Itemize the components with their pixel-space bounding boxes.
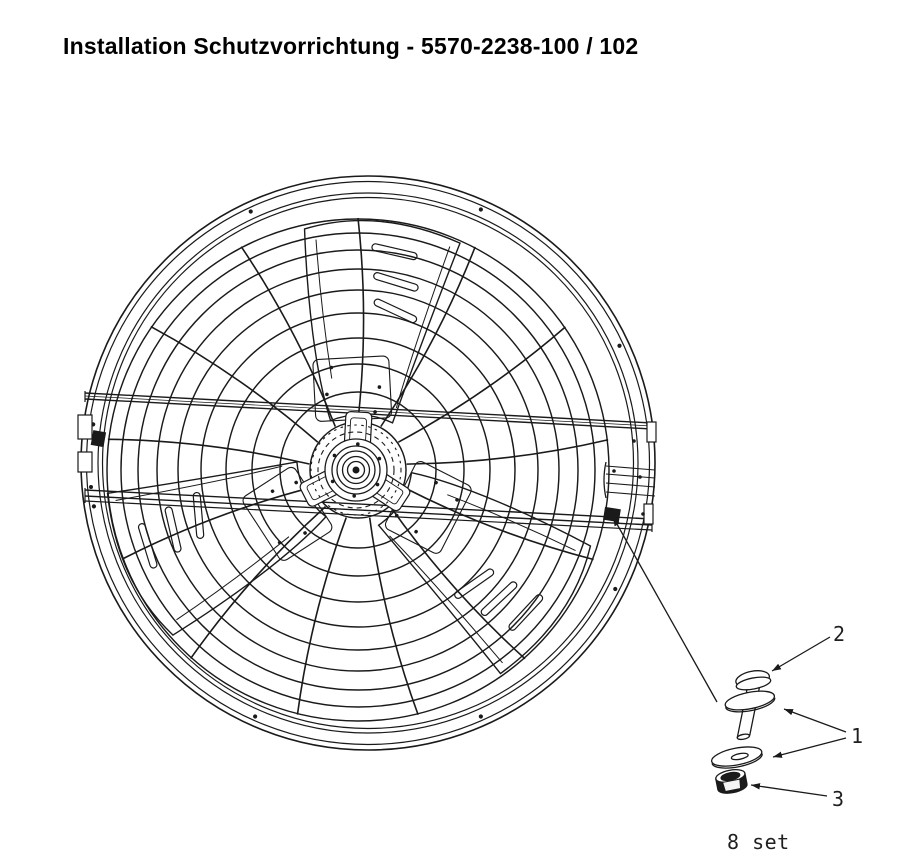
hub-bolt-dot (356, 442, 360, 446)
bolt-head (734, 668, 772, 692)
plate-rivet (303, 531, 308, 536)
fan-blade (295, 217, 461, 428)
plate-rivet (377, 385, 381, 389)
blade-slot (193, 492, 204, 538)
page-title: Installation Schutzvorrichtung - 5570-2238-100 / 102 (63, 33, 639, 59)
blade-outline (295, 217, 461, 427)
left-clamp-block (91, 430, 106, 447)
right-bracket-rivet (641, 512, 645, 516)
rim-rivet (92, 504, 96, 508)
blade-slot (165, 506, 182, 552)
rim-rivet (613, 587, 617, 591)
washer-upper (724, 688, 777, 716)
part-label-1: 1 (851, 724, 864, 748)
plate-rivet (373, 410, 377, 414)
right-bracket-rivet (638, 475, 642, 479)
guard-spoke (358, 218, 364, 421)
plate-rivet (325, 392, 329, 396)
rim-rivet (479, 714, 483, 718)
plate-rivet (294, 480, 299, 485)
hub-center-dot (353, 467, 360, 474)
right-bracket-rivet (612, 469, 616, 473)
left-clamp-tab (78, 415, 92, 439)
guard-spoke (241, 247, 335, 427)
plate-rivet (414, 529, 419, 534)
fastener-exploded-view (710, 668, 776, 795)
hub-bolt-dot (376, 483, 380, 487)
right-bracket-line (606, 483, 655, 487)
right-bracket-rivet (632, 439, 636, 443)
rim-rivet (617, 344, 621, 348)
guard-spoke (381, 247, 475, 427)
set-count-note: 8 set (727, 830, 790, 854)
mounting-strap (85, 496, 652, 525)
blade-slot (373, 298, 418, 324)
rim-rivet (253, 714, 257, 718)
hub-bolt-dot (352, 494, 356, 498)
guard-spoke (404, 487, 594, 559)
callout-line-1a (784, 709, 846, 732)
guard-spoke (297, 518, 346, 715)
flange-nut (715, 768, 748, 796)
callout-line-1b (773, 738, 846, 757)
blade-slot (453, 568, 495, 600)
callout-line-3 (751, 785, 827, 796)
left-rim-rivet (89, 485, 93, 489)
washer-lower (710, 743, 764, 771)
motor-hub (298, 411, 411, 515)
right-clamp-tab (647, 422, 656, 442)
blade-slot (373, 272, 419, 292)
hub-bolt-dot (378, 457, 382, 461)
rim-rivet (479, 207, 483, 211)
hub-bolt-dot (333, 454, 337, 458)
rim-rivet (249, 209, 253, 213)
right-bracket-edge (604, 462, 606, 498)
right-clamp-block (603, 507, 621, 522)
guard-spoke (122, 487, 312, 559)
part-label-3: 3 (832, 787, 845, 811)
right-bracket-line (606, 474, 655, 478)
left-clamp-tab (78, 452, 92, 472)
part-label-2: 2 (833, 622, 846, 646)
leader-line-mount-point (613, 517, 717, 702)
hub-bolt-dot (331, 480, 335, 484)
guard-spoke (390, 507, 525, 659)
guard-spoke (370, 518, 418, 715)
guard-spoke (191, 507, 326, 659)
plate-rivet (270, 489, 275, 494)
blade-slot (371, 243, 417, 260)
blade-contour (309, 240, 339, 379)
right-clamp-tab (644, 504, 653, 524)
callout-line-2 (772, 637, 830, 671)
